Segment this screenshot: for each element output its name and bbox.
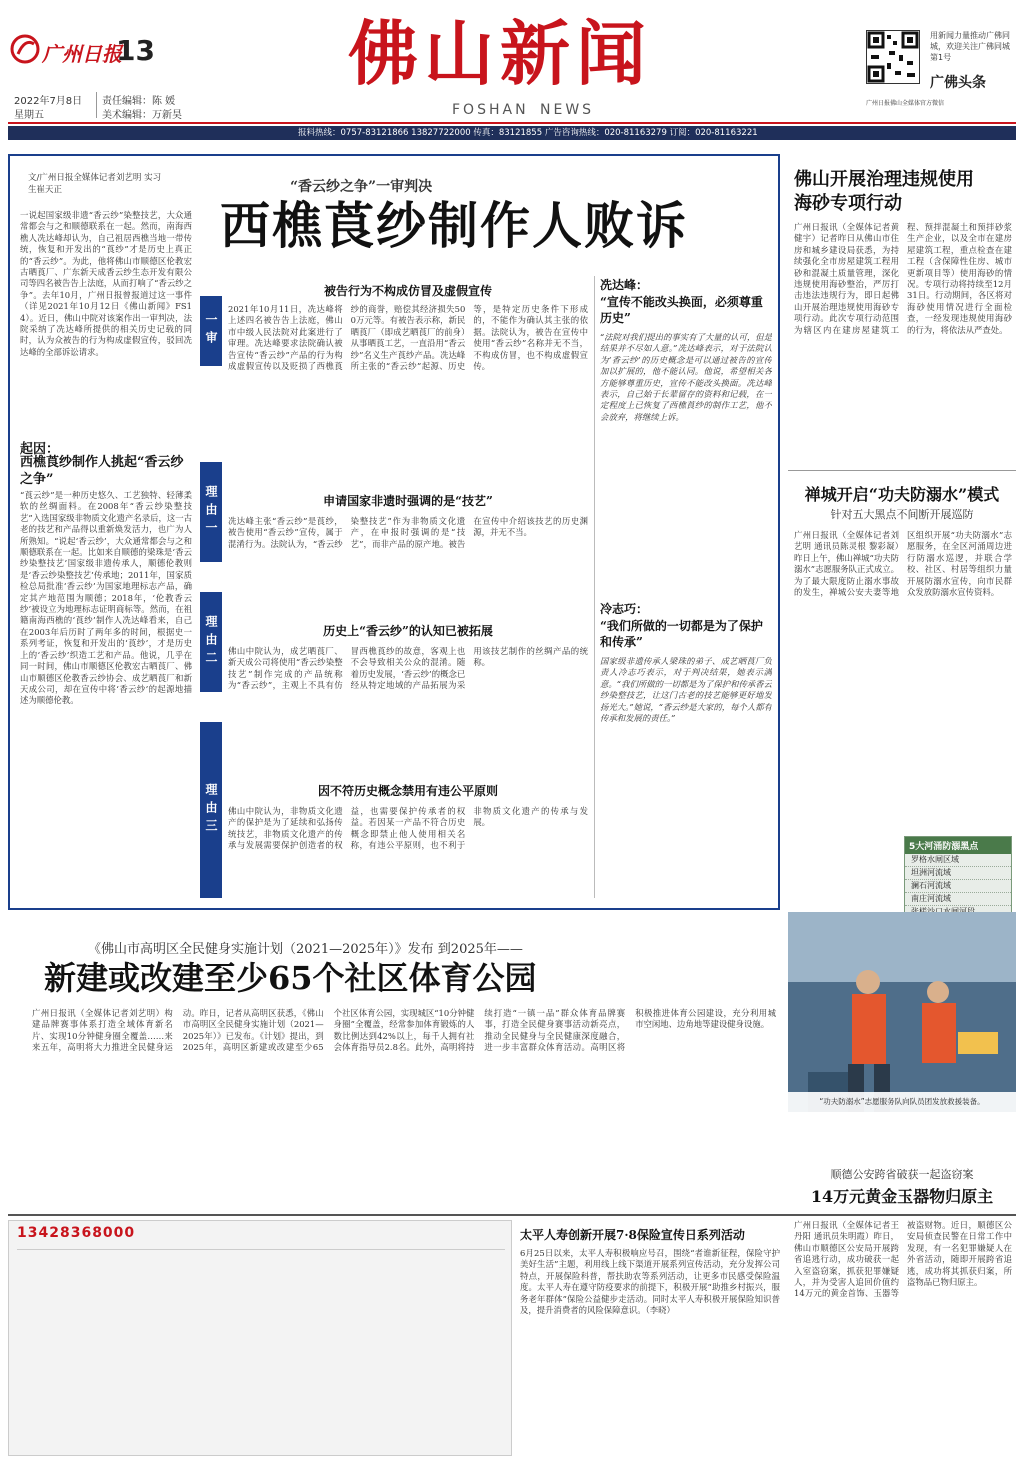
qr-caption: 用新闻力量推动广佛同城，欢迎关注广佛同城第1号 xyxy=(930,31,1010,62)
issue-weekday: 星期五 xyxy=(14,110,44,121)
lead-headline: 西樵莨纱制作人败诉 xyxy=(220,196,688,255)
quote-2-title: “我们所做的一切都是为了保护和传承” xyxy=(600,619,763,649)
sub-4-text: 佛山中院认为，非物质文化遗产的保护是为了延续和弘扬传统技艺，非物质文化遗产的传承与发展需要保护创造者的权益，也需要保护传承者的权益。若因某一产品不符合历史概念即禁止他人使用相关名称，有违公平原则，也不利于非物质文化遗产的传承与发展。 xyxy=(228,806,588,851)
newspaper-logo xyxy=(10,34,130,66)
hotline-bar: 报料热线：0757-83121866 13827722000 传真：83121855 广告咨询热线：020-81163279 订阅：020-81163221 xyxy=(8,126,1016,140)
lead-story xyxy=(8,154,780,910)
lifeguard-photo-icon xyxy=(788,912,1016,1112)
right-2-headline: 禅城开启“功夫防溺水”模式 xyxy=(804,485,1000,504)
section-1-label: 起因： xyxy=(20,442,60,457)
right-story-2 xyxy=(788,476,1016,980)
lead-kicker: “香云纱之争”一审判决 xyxy=(290,179,433,195)
quote-2-speaker: 冷志巧： xyxy=(600,602,649,616)
hazard-item: 澜石河流域 xyxy=(905,880,1011,893)
theft-text: 广州日报讯（全媒体记者王丹阳 通讯员朱明霞）昨日，佛山市顺德区公安局开展跨省追逃行动，成功破获一起入室盗窃案，抓获犯罪嫌疑人，并为受害人追回价值约14万元的黄金首饰、玉器等被盗财物。近日，顺德区公安局侦查民警在日常工作中发现，有一名犯罪嫌疑人在外省活动，随即开展跨省追逃，成功将其抓获归案，所盗物品已物归原主。 xyxy=(794,1220,1012,1299)
editor: 责任编辑：陈 媛 xyxy=(102,96,176,107)
title-pinyin-right: NEWS xyxy=(540,102,595,118)
logo-icon xyxy=(10,34,40,64)
sub-heading-3: 历史上“香云纱”的认知已被拓展 xyxy=(323,624,493,638)
news-photo xyxy=(788,912,1016,1112)
qr-code[interactable] xyxy=(866,30,920,84)
hazard-list xyxy=(904,836,1012,919)
right-1-text: 广州日报讯（全媒体记者黄健宇）记者昨日从佛山市住房和城乡建设局获悉，为持续强化全市房屋建筑工程用砂和混凝土质量管理，深化违规使用海砂整治，严厉打击违法违规行为，即日起佛山开展治理违规使用海砂专项行动。此次专项行动范围为辖区内在建房屋建筑工程、预拌混凝土和预拌砂浆生产企业，以及全市在建房屋建筑工程，重点检查在建工程（含保障性住房、城市更新项目等）使用海砂的情况。专项行动将持续至12月31日。行动期间，各区将对海砂使用情况进行全面检查，一经发现违规使用海砂的行为，将依法从严查处。 xyxy=(794,222,1012,335)
qr-footer: 广州日报佛山全媒体官方微信 xyxy=(866,100,945,107)
sub-3-text: 佛山中院认为，成艺晒莨厂、新天成公司将使用“香云纱染整技艺”制作完成的产品统称为“香云纱”，主观上不具有仿冒西樵莨纱的故意，客观上也不会导致相关公众的混淆。随着历史发展，‘香云纱’的概念已经从特定地域的产品拓展为采用该技艺制作的丝绸产品的统称。 xyxy=(228,646,588,691)
sub-heading-2: 申请国家非遗时强调的是“技艺” xyxy=(323,494,493,508)
title-pinyin-left: FOSHAN xyxy=(452,102,529,118)
right-2-text: 广州日报讯（全媒体记者刘艺明 通讯员陈灵根 黎彩凝）昨日上午，佛山禅城“功夫防溺水”志愿服务队正式成立。为了最大限度防止溺水事故的发生，禅城公安夫妻等地区组织开展“功夫防溺水”志愿服务，在全区河涌周边进行防溺水巡逻，并联合学校、社区、村居等组织力量开展防溺水宣传，向市民群众发放防溺水宣传资料。 xyxy=(794,530,1012,598)
quote-1-title: “宣传不能改头换面，必须尊重历史” xyxy=(600,295,763,325)
photo-caption: “功夫防溺水”志愿服务队向队员团发放救援装备。 xyxy=(788,1092,1016,1112)
tab-reason-2: 理由二 xyxy=(200,592,222,692)
lead-byline: 文/广州日报全媒体记者刘艺明 实习生崔天正 xyxy=(28,173,162,195)
theft-headline: 14万元黄金玉器物归原主 xyxy=(810,1187,994,1206)
ad-phone-number: 13428368000 xyxy=(17,1225,136,1241)
hazard-list-title: 5大河涌防溺黑点 xyxy=(905,837,1011,854)
sub-heading-1: 被告行为不构成仿冒及虚假宣传 xyxy=(323,284,492,298)
tab-reason-1: 理由一 xyxy=(200,462,222,562)
quote-1-text: “法院对我们提出的事实有了大量的认可，但是结果并不尽如人意。”冼达峰表示，对于法院认为‘香云纱’的历史概念是可以通过被告的宣传加以扩展的，他不能认同。他说，希望相关各方能够尊重历史，宣传不能改头换面。冼达峰表示，自己始于长辈留存的资料和记载，在一定程度上已恢复了西樵莨纱的制作工艺，他不会放弃，将继续上诉。 xyxy=(600,332,772,422)
theft-story xyxy=(788,1118,1016,1458)
art-editor: 美术编辑：万新昊 xyxy=(102,110,182,121)
sub-1-text: 2021年10月11日，冼达峰将上述四名被告告上法庭，佛山市中级人民法院对此案进行了审理。冼达峰要求法院确认被告宣传“香云纱”产品的行为构成虚假宣传以及贬损了西樵莨纱的商誉，赔偿其经济损失500万元等。有被告表示称，新民晒莨厂（即成艺晒莨厂的前身）从事晒莨工艺，一直沿用“香云纱”名义生产莨纱产品。冼达峰所主张的“香云纱”起源、历史等，是特定历史条件下形成的，不能作为确认其主张的依据。法院认为，被告在宣传中使用“香云纱”名称并无不当，不构成仿冒，也不构成虚假宣传。 xyxy=(228,304,588,372)
sub-heading-4: 因不符历史概念禁用有违公平原则 xyxy=(317,784,498,798)
section-1-text: “莨云纱”是一种历史悠久、工艺独特、轻薄柔软的丝绸面料。在2008年“香云纱染整技艺”入选国家级非物质文化遗产名录后，这一古老的技艺和产品得以重新焕发活力，也广为人所熟知。“说起‘香云纱’，大众通常都会与之和顺德联系在一起。比如来自顺德的梁珠是‘香云纱染整技艺’国家级非遗传承人，顺德伦教则是‘香云纱染整技艺’传承地；2011年，国家质检总局批准‘香云纱’为国家地理标志产品，确定其产地范围为顺德；2018年，‘伦教香云纱’被设立为地理标志证明商标等。然而，在祖籍南海西樵的‘莨纱’制作人冼达峰看来，自己在2003年后历时了两年多的时间，根据史一系列考证，恢复和开发出的‘莨纱’，才是历史上的‘香云纱’织造工艺和产品。他说，几乎在同一时间，佛山市顺德区伦教宏古晒莨厂、佛山市顺德区伦教香云纱协会、成艺晒莨厂和新天成公司，却在宣传中将‘香云纱’的起源地描述为顺德伦教。 xyxy=(20,490,192,706)
tab-reason-3: 理由三 xyxy=(200,722,222,898)
insurance-text: 6月25日以来，太平人寿积极响应号召，围绕“者谁新征程，保险守护美好生活”主题，利用线上线下渠道开展系列宣传活动，充分发挥公司特点，开展保险科普，帮扶助农等系列活动，让更多市民感受保险温度。太平人寿在遵守防疫要求的前提下，积极开展“助推乡村振兴，服务老年群体”保险公益健步走活动。同时太平人寿积极开展保险知识普及，提升消费者的风险保障意识。（李晓） xyxy=(520,1248,780,1316)
masthead xyxy=(0,0,1024,150)
right-2-subheadline: 针对五大黑点不间断开展巡防 xyxy=(830,508,974,521)
fitness-headline: 新建或改建至少65个社区体育公园 xyxy=(44,959,537,997)
page-title: 佛山新闻 xyxy=(348,12,652,95)
hazard-item: 坦洲河流域 xyxy=(905,867,1011,880)
tab-verdict: 一审 xyxy=(200,296,222,366)
qr-code-icon xyxy=(867,31,919,83)
issue-date: 2022年7月8日 xyxy=(14,96,83,107)
right-1-headline: 佛山开展治理违规使用海砂专项行动 xyxy=(794,169,974,214)
fitness-kicker: 《佛山市高明区全民健身实施计划（2021—2025年）》发布 到2025年—— xyxy=(88,942,523,957)
page-number: 13 xyxy=(116,34,155,67)
section-1-title: 西樵莨纱制作人挑起“香云纱之争” xyxy=(20,455,184,487)
insurance-story xyxy=(520,1220,780,1456)
insurance-headline: 太平人寿创新开展7·8保险宣传日系列活动 xyxy=(520,1228,745,1242)
right-story-1 xyxy=(788,154,1016,464)
section-name: 广佛头条 xyxy=(930,75,986,91)
quote-1-speaker: 冼达峰： xyxy=(600,278,649,292)
hazard-item: 南庄河流域 xyxy=(905,893,1011,906)
hazard-item: 罗格水闸区域 xyxy=(905,854,1011,867)
fitness-story xyxy=(8,916,780,1206)
logo-text: 广州日报 xyxy=(42,42,122,66)
theft-kicker: 顺德公安跨省破获一起盗窃案 xyxy=(830,1168,974,1181)
quote-2-text: 国家级非遗传承人梁珠的弟子、成艺晒莨厂负责人冷志巧表示，对于判决结果，她表示满意。“我们所做的一切都是为了保护和传承香云纱染整技艺，让这门古老的技艺能够更好地发扬光大。”她说，“香云纱是大家的，每个人都有传承和发展的责任。” xyxy=(600,656,772,724)
lead-intro: 一说起国家级非遗“香云纱”染整技艺，大众通常都会与之和顺德联系在一起。然而，南海西樵人冼达峰却认为，自己祖居西樵当地一带传统，恢复和开发出的“莨纱”才是历史上真正的“香云纱”。为此，他将佛山市顺德区伦教宏古晒莨厂、广东新天成香云纱生态开发有限公司等四名被告告上法庭，从而打响了“香云纱之争”。去年10月，广州日报曾报道过这一事件（详见2021年10月12日《佛山新闻》FS14）。近日，佛山中院对该案作出一审判决，法院采纳了冼达峰所提供的相关历史记载的同时，认为众被告的行为构成虚假宣传，驳回冼达峰的全部诉讼请求。 xyxy=(20,210,192,357)
sub-2-text: 冼达峰主张“香云纱”是莨纱，被告使用“香云纱”宣传，属于混淆行为。法院认为，“香云纱染整技艺”作为非物质文化遗产，在申报时强调的是“技艺”，而非产品的原产地。被告在宣传中介绍该技艺的历史渊源，并无不当。 xyxy=(228,516,588,549)
fitness-text: 广州日报讯（全媒体记者刘艺明）构建品牌赛事体系打造全域体育新名片、实现10分钟健身圈全覆盖……来来五年，高明将大力推进全民健身运动。昨日，记者从高明区获悉，《佛山市高明区全民健身实施计划（2021—2025年）》已发布。《计划》提出，到2025年，高明区新建或改建至少65个社区体育公园，实现城区“10分钟健身圈”全覆盖，经常参加体育锻炼的人数比例达到42%以上，每千人拥有社会体育指导员2.8名。此外，高明将持续打造“一镇一品”群众体育品牌赛事，打造全民健身赛事活动新亮点，推动全民健身与全民健康深度融合，进一步丰富群众体育活动。高明区将积极推进体育公园建设，充分利用城市空闲地、边角地等建设健身设施。 xyxy=(32,1008,776,1053)
ad-banner[interactable] xyxy=(8,1220,512,1456)
